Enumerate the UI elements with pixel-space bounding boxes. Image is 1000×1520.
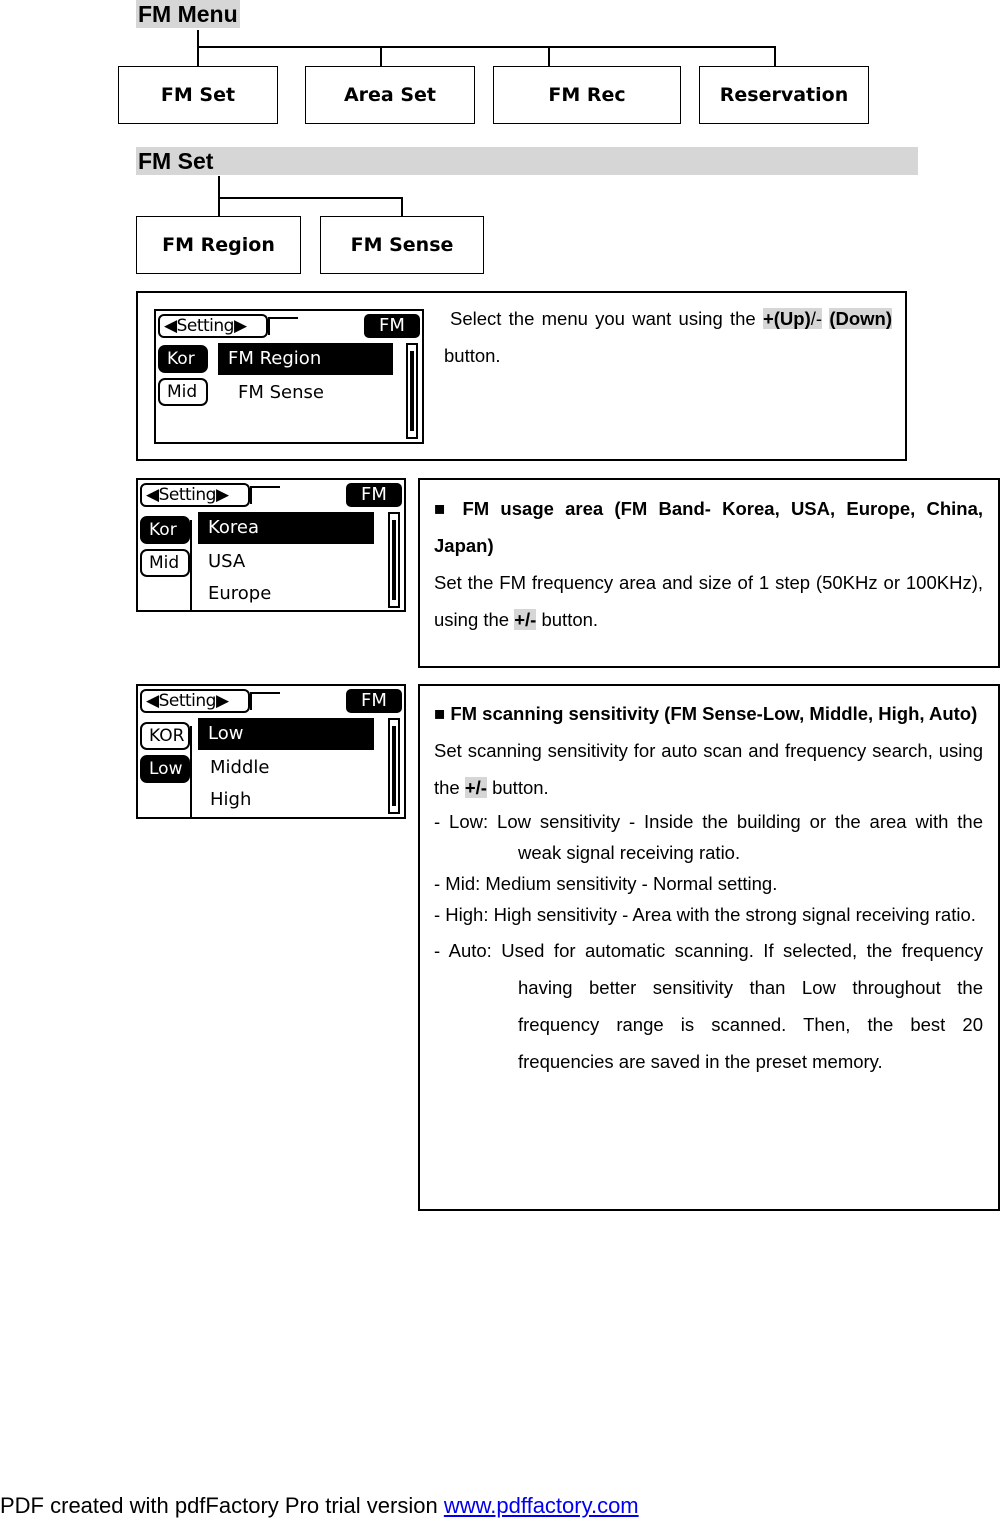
- screen-item-fm-sense: FM Sense: [238, 382, 324, 403]
- list-divider: [190, 520, 192, 612]
- side-label: Low: [140, 755, 190, 783]
- setting-tab-label: Setting: [176, 316, 234, 336]
- key-up: +(Up): [762, 308, 811, 329]
- device-screen-fm-sense: [136, 684, 406, 819]
- usage-area-heading: [434, 490, 983, 564]
- menu-box-area-set: Area Set: [305, 66, 475, 124]
- select-instruction: [444, 300, 892, 374]
- tab-decoration: [268, 317, 298, 335]
- sensitivity-heading: [434, 695, 983, 732]
- tree-connector: [401, 197, 403, 217]
- fm-menu-title: FM Menu: [138, 1, 238, 27]
- tab-decoration: [250, 486, 280, 504]
- tree-connector: [380, 46, 382, 67]
- screen-scrollbar: [388, 512, 400, 608]
- sensitivity-text: [434, 695, 983, 1080]
- tree-connector: [774, 46, 776, 67]
- fm-set-title: FM Set: [136, 147, 918, 175]
- key-plus-minus: +/-: [514, 609, 537, 630]
- tab-decoration: [250, 692, 280, 710]
- device-screen-fm-region: [136, 478, 406, 612]
- sensitivity-mid: - Mid: Medium sensitivity - Normal setting.: [434, 873, 778, 894]
- setting-tab-label: Setting: [158, 691, 216, 711]
- usage-area-body-post: button.: [536, 609, 599, 630]
- key-down: (Down): [829, 308, 892, 329]
- setting-tab: ◀Setting▶: [140, 483, 250, 507]
- menu-box-fm-set: FM Set: [118, 66, 278, 124]
- sensitivity-body-post: button.: [486, 777, 549, 798]
- menu-box-fm-region: FM Region: [136, 216, 301, 274]
- screen-item-fm-region: FM Region: [218, 343, 393, 375]
- screen-item-usa: USA: [208, 551, 246, 572]
- device-screen-fm-set: [154, 309, 424, 444]
- sensitivity-auto: - Auto: Used for automatic scanning. If selected, the frequency having better sensitivity than Low throughout the frequency range is scanned. Then, the best 20 frequencies are saved in the preset memory.: [434, 940, 983, 1072]
- sensitivity-heading-text: FM scanning sensitivity (FM Sense-Low, Middle, High, Auto): [450, 703, 978, 724]
- setting-tab: ◀Setting▶: [140, 689, 250, 713]
- bullet-icon: ■: [434, 498, 452, 519]
- menu-box-reservation: Reservation: [699, 66, 869, 124]
- screen-scrollbar: [406, 343, 418, 439]
- sensitivity-body: [434, 732, 983, 806]
- bullet-icon: ■: [434, 703, 446, 724]
- key-plus-minus: +/-: [464, 777, 487, 798]
- screen-item-middle: Middle: [210, 757, 270, 778]
- side-label: Mid: [140, 549, 190, 577]
- usage-area-body: [434, 564, 983, 638]
- side-label: Kor: [158, 345, 208, 373]
- setting-tab: ◀Setting▶: [158, 314, 268, 338]
- sensitivity-high: - High: High sensitivity - Area with the strong signal receiving ratio.: [434, 904, 976, 925]
- side-label: Mid: [158, 378, 208, 406]
- fm-chip: FM: [364, 314, 420, 338]
- setting-tab-label: Setting: [158, 485, 216, 505]
- screen-item-high: High: [210, 789, 252, 810]
- fm-chip: FM: [346, 689, 402, 713]
- list-divider: [190, 726, 192, 818]
- select-text-pre: Select the menu you want using the: [450, 308, 763, 329]
- usage-area-text: [434, 490, 983, 638]
- select-text-post: button.: [444, 345, 501, 366]
- usage-area-body-pre: Set the FM frequency area and size of 1 step (50KHz or 100KHz), using the: [434, 572, 983, 630]
- menu-box-fm-sense: FM Sense: [320, 216, 484, 274]
- key-separator: /-: [810, 308, 823, 329]
- usage-area-heading-text: FM usage area (FM Band- Korea, USA, Europe, China, Japan): [434, 498, 983, 556]
- screen-item-korea: Korea: [198, 512, 374, 544]
- sensitivity-body-pre: Set scanning sensitivity for auto scan and frequency search, using the: [434, 740, 983, 798]
- pdf-footer: [0, 1492, 639, 1520]
- screen-item-europe: Europe: [208, 583, 272, 604]
- tree-connector: [197, 46, 775, 48]
- footer-text: PDF created with pdfFactory Pro trial version: [0, 1493, 444, 1518]
- tree-connector: [218, 197, 403, 199]
- tree-connector: [548, 46, 550, 67]
- sensitivity-low: - Low: Low sensitivity - Inside the building or the area with the weak signal receiving ratio.: [434, 811, 983, 863]
- side-label: KOR: [140, 722, 190, 750]
- tree-connector: [197, 30, 199, 47]
- screen-scrollbar: [388, 718, 400, 814]
- side-label: Kor: [140, 516, 190, 544]
- fm-chip: FM: [346, 483, 402, 507]
- screen-item-low: Low: [198, 718, 374, 750]
- menu-box-fm-rec: FM Rec: [493, 66, 681, 124]
- footer-link[interactable]: www.pdffactory.com: [443, 1493, 639, 1518]
- tree-connector: [197, 46, 199, 67]
